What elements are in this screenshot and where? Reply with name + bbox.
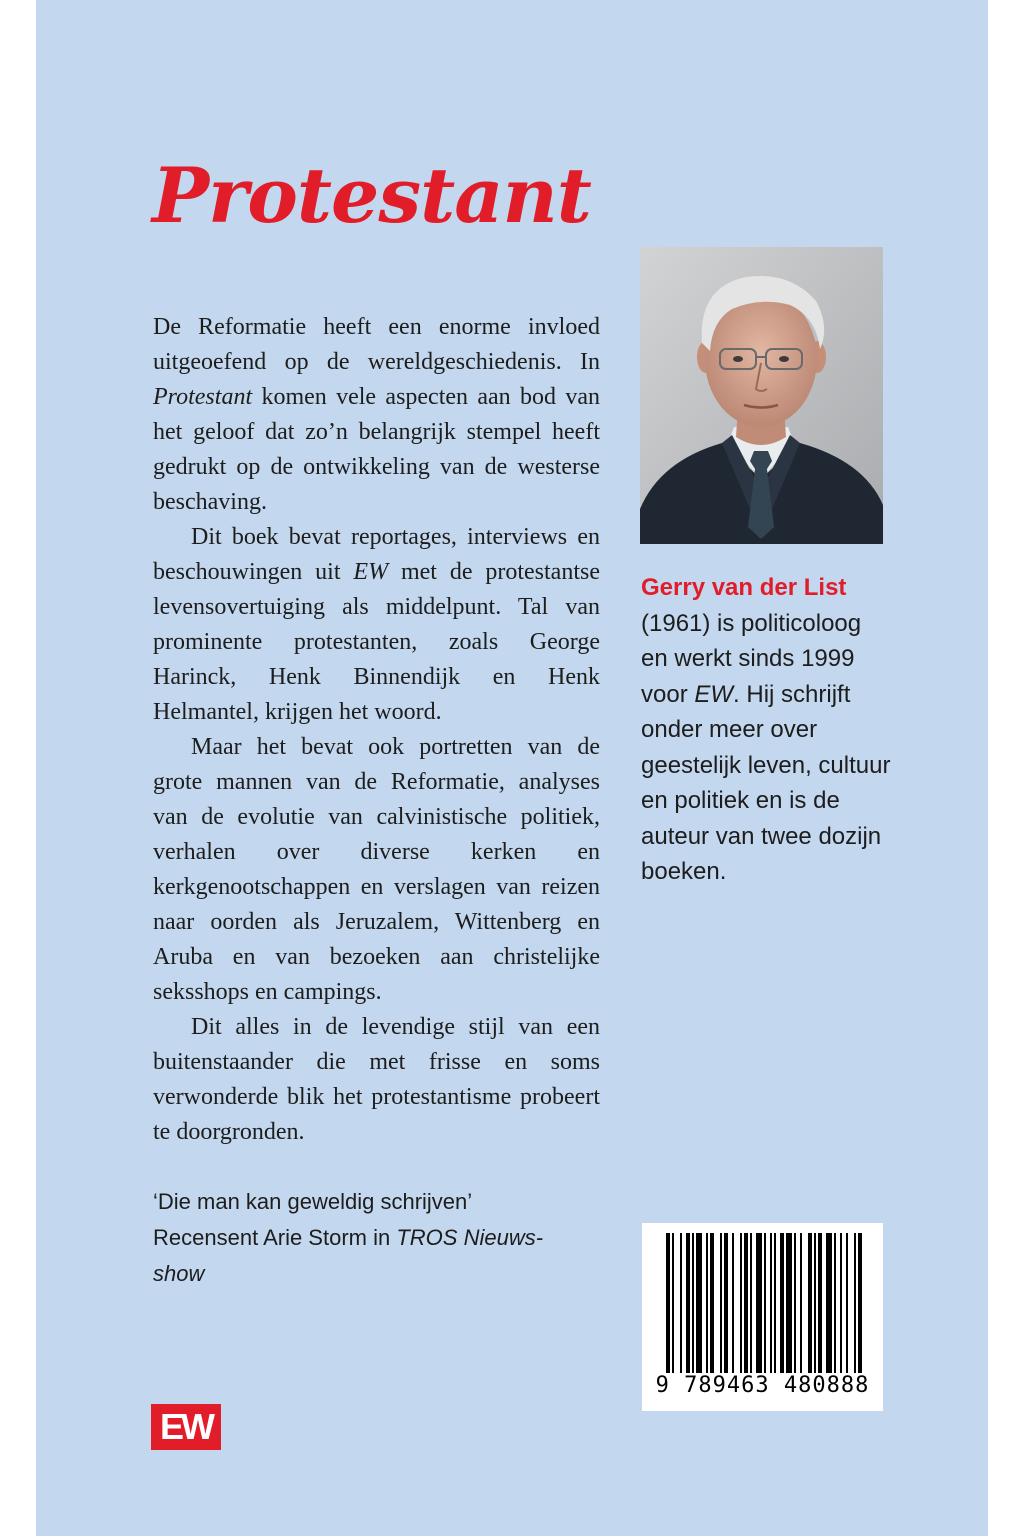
author-photo [640,247,883,544]
italic-book-title: Protestant [153,384,253,410]
blurb-paragraph-1: De Reformatie heeft een enorme invloed uitgeoefend op de wereldgeschiedenis. In Protestant komen vele aspecten aan bod van het geloof dat zo’n belangrijk stempel heeft gedrukt op de ontwikkeling van de westerse beschaving. [153,314,600,515]
book-title: Protestant [152,151,591,240]
blurb-paragraph-3: Maar het bevat ook portretten van de grote mannen van de Reformatie, analyses van de evolutie van calvinistische politiek, verhalen over diverse kerken en kerkgenootschappen en verslagen van reizen naar oorden als Jeruzalem, Wittenberg en Aruba en van bezoeken aan christelijke seksshops en campings. [153,734,600,1005]
isbn-number: 9 789463 480888 [655,1373,870,1398]
blurb-paragraph-4: Dit alles in de levendige stijl van een buitenstaander die met frisse en soms verwonderde blik het protestantisme probeert te doorgronden. [153,1014,600,1145]
blurb-paragraph-2: Dit boek bevat reportages, interviews en beschouwingen uit EW met de protestantse levensovertuiging als middelpunt. Tal van prominente protestanten, zoals George Harinck, Henk Binnendijk en Henk Helmantel, krijgen het woord. [153,524,600,725]
review-quote [153,1184,583,1292]
author-bio: Gerry van der List (1961) is politicoloog en werkt sinds 1999 voor EW. Hij schrijft onder meer over geestelijk leven, cultuur en politiek en is de auteur van twee dozijn boeken. [641,570,891,890]
blurb [153,310,600,1150]
quote-text: ‘Die man kan geweldig schrijven’ [153,1189,473,1214]
quote-attribution: Recensent Arie Storm in TROS Nieuws-show [153,1225,544,1286]
barcode-bars [642,1223,883,1373]
isbn-barcode [642,1223,883,1411]
ew-publisher-logo: EW [151,1404,221,1450]
author-name: Gerry van der List [641,574,847,601]
italic-ew: EW [353,559,389,585]
